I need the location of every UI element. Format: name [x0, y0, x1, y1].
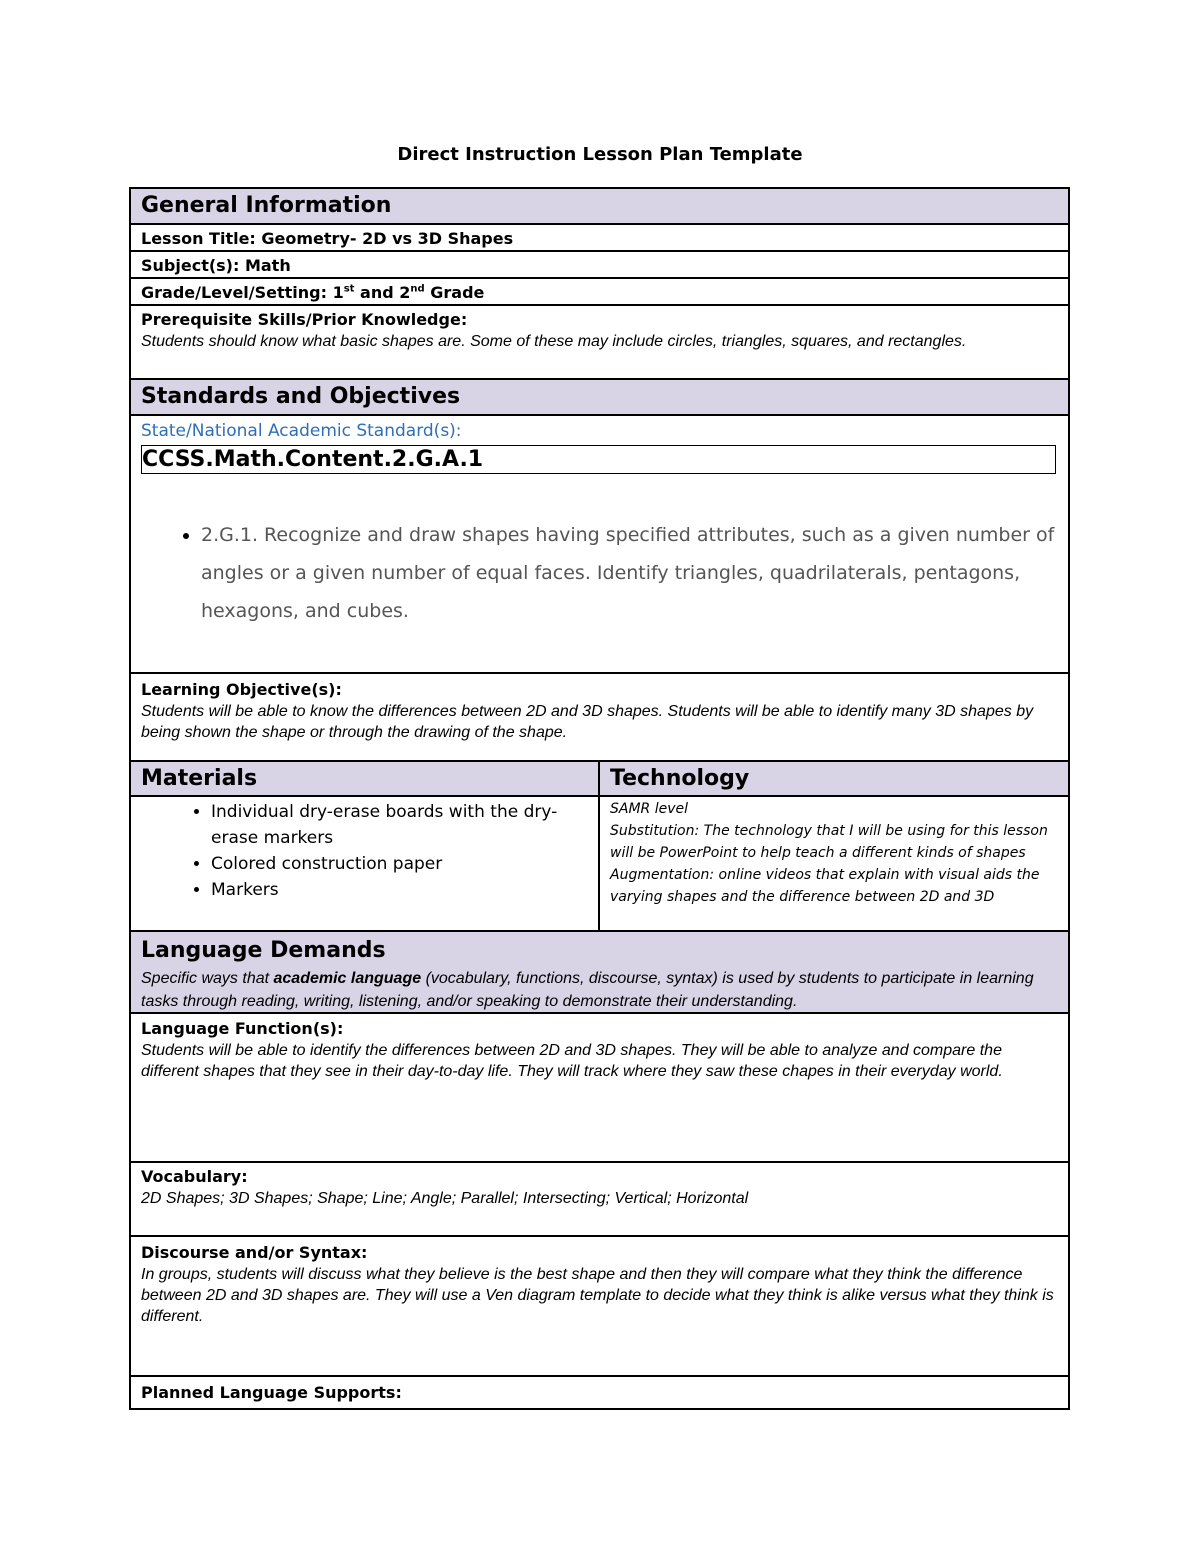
- grade-suffix: Grade: [424, 283, 485, 302]
- standard-code: CCSS.Math.Content.2.G.A.1: [141, 445, 1056, 474]
- materials-technology-row: [131, 797, 1068, 932]
- learning-objective-row: [131, 674, 1068, 762]
- materials-list: [141, 799, 588, 903]
- vocabulary-row: [131, 1163, 1068, 1237]
- materials-cell: [131, 797, 600, 930]
- standards-objectives-header: Standards and Objectives: [131, 380, 1068, 416]
- material-item: • Markers: [211, 877, 588, 903]
- materials-technology-header: [131, 762, 1068, 797]
- technology-line: SAMR level: [610, 801, 689, 817]
- language-demands-section: [131, 932, 1068, 1014]
- discourse-syntax-text: In groups, students will discuss what they believe is the best shape and then they will compare what they think the difference between 2D and 3D shapes are. They will use a Ven diagram template to decide what they think is alike versus what they think is different.: [141, 1266, 1054, 1325]
- learning-objective-label: Learning Objective(s):: [141, 680, 342, 699]
- language-demands-header: Language Demands: [141, 932, 1058, 970]
- vocabulary-label: Vocabulary:: [141, 1167, 248, 1186]
- technology-header: Technology: [600, 762, 1068, 795]
- document-title: Direct Instruction Lesson Plan Template: [397, 144, 803, 165]
- academic-language-term: academic language: [273, 970, 422, 987]
- language-function-label: Language Function(s):: [141, 1019, 344, 1038]
- standard-item: • 2.G.1. Recognize and draw shapes having specified attributes, such as a given number of angles or a given number of equal faces. Identify triangles, quadrilaterals, pentagons, hexagons, and cubes.: [201, 516, 1058, 630]
- prerequisite-text: Students should know what basic shapes are. Some of these may include circles, triangles, squares, and rectangles.: [141, 333, 967, 350]
- grade-mid: and 2: [354, 283, 411, 302]
- grade-sup-first: st: [343, 283, 355, 295]
- discourse-syntax-label: Discourse and/or Syntax:: [141, 1243, 368, 1262]
- standard-label: State/National Academic Standard(s):: [141, 421, 462, 441]
- technology-cell: [600, 798, 1068, 930]
- material-item: • Colored construction paper: [211, 851, 588, 877]
- planned-language-supports-row: Planned Language Supports:: [141, 1383, 402, 1402]
- prerequisite-label: Prerequisite Skills/Prior Knowledge:: [141, 310, 468, 329]
- general-information-header: General Information: [131, 189, 1068, 225]
- technology-line: Augmentation: online videos that explain with visual aids the varying shapes and the difference between 2D and 3D: [610, 867, 1040, 905]
- grade-prefix: Grade/Level/Setting: 1: [141, 283, 344, 302]
- lesson-plan-table: [129, 187, 1070, 1410]
- technology-line: Substitution: The technology that I will be using for this lesson will be PowerPoint to help teach a different kinds of shapes: [610, 823, 1048, 861]
- subjects-row: Subject(s): Math: [131, 252, 1068, 279]
- discourse-syntax-row: [131, 1237, 1068, 1377]
- materials-header: Materials: [131, 762, 600, 795]
- prerequisite-row: [131, 306, 1068, 380]
- grade-sup-second: nd: [410, 283, 425, 295]
- language-demands-description: Specific ways that academic language (vocabulary, functions, discourse, syntax) is used by students to participate in learning tasks through reading, writing, listening, and/or speaking to demonstrate their understanding.: [141, 970, 1034, 1010]
- vocabulary-text: 2D Shapes; 3D Shapes; Shape; Line; Angle; Parallel; Intersecting; Vertical; Horizontal: [141, 1190, 749, 1207]
- grade-level-row: [131, 279, 1068, 306]
- learning-objective-text: Students will be able to know the differences between 2D and 3D shapes. Students will be able to identify many 3D shapes by being shown the shape or through the drawing of the shape.: [141, 703, 1034, 741]
- lesson-title-row: Lesson Title: Geometry- 2D vs 3D Shapes: [131, 225, 1068, 252]
- language-function-text: Students will be able to identify the differences between 2D and 3D shapes. They will be able to analyze and compare the different shapes that they see in their day-to-day life. They will track where they saw these chapes in their everyday world.: [141, 1042, 1003, 1080]
- standard-list: [141, 516, 1058, 630]
- material-item: • Individual dry-erase boards with the dry-erase markers: [211, 799, 588, 851]
- standards-row: [131, 416, 1068, 674]
- language-function-row: [131, 1014, 1068, 1163]
